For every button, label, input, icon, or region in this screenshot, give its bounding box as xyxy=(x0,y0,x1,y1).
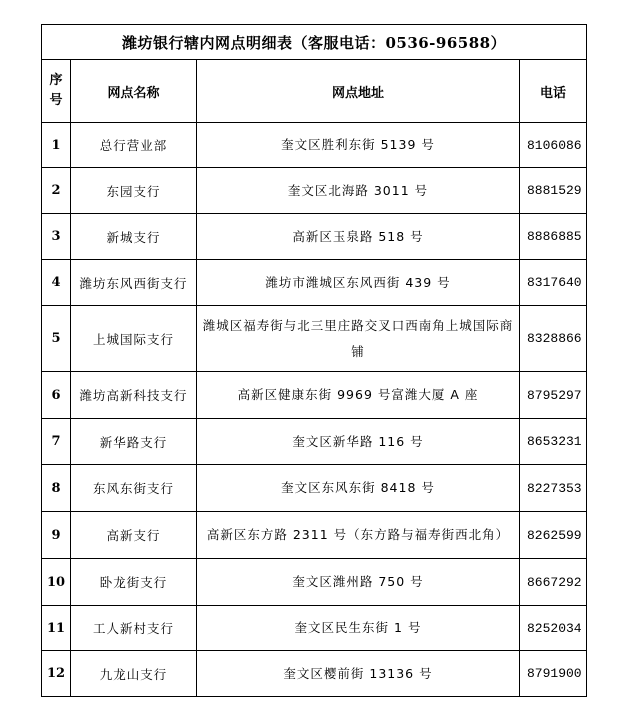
row-phone: 8328866 xyxy=(520,306,587,372)
row-branch-name: 上城国际支行 xyxy=(71,306,197,372)
header-name: 网点名称 xyxy=(71,60,197,123)
row-address: 高新区玉泉路 518 号 xyxy=(197,214,520,260)
row-branch-name: 高新支行 xyxy=(71,512,197,559)
row-branch-name: 工人新村支行 xyxy=(71,606,197,651)
table-row xyxy=(42,260,587,306)
row-phone: 8795297 xyxy=(520,372,587,419)
row-branch-name: 九龙山支行 xyxy=(71,651,197,697)
row-address: 奎文区樱前街 13136 号 xyxy=(197,651,520,697)
table-row xyxy=(42,306,587,372)
row-seq: 11 xyxy=(42,606,71,651)
table-row xyxy=(42,123,587,168)
table-row xyxy=(42,372,587,419)
row-seq: 4 xyxy=(42,260,71,306)
header-seq-line2: 号 xyxy=(49,93,63,108)
row-branch-name: 东风东街支行 xyxy=(71,465,197,512)
row-seq: 9 xyxy=(42,512,71,559)
header-row xyxy=(42,60,587,123)
row-phone: 8791900 xyxy=(520,651,587,697)
row-address: 奎文区民生东街 1 号 xyxy=(197,606,520,651)
title-row xyxy=(42,25,587,60)
table-row xyxy=(42,606,587,651)
table-row xyxy=(42,419,587,465)
row-address: 奎文区潍州路 750 号 xyxy=(197,559,520,606)
table-title: 潍坊银行辖内网点明细表（客服电话：0536-96588） xyxy=(42,25,587,60)
header-phone: 电话 xyxy=(520,60,587,123)
row-seq: 10 xyxy=(42,559,71,606)
row-seq: 7 xyxy=(42,419,71,465)
table-row xyxy=(42,465,587,512)
header-address: 网点地址 xyxy=(197,60,520,123)
table-row xyxy=(42,651,587,697)
row-address: 奎文区新华路 116 号 xyxy=(197,419,520,465)
table-body xyxy=(42,123,587,697)
header-seq-line1: 序 xyxy=(49,73,63,88)
row-branch-name: 东园支行 xyxy=(71,168,197,214)
row-branch-name: 潍坊高新科技支行 xyxy=(71,372,197,419)
branch-table-sheet xyxy=(41,24,586,697)
row-seq: 5 xyxy=(42,306,71,372)
row-seq: 8 xyxy=(42,465,71,512)
header-seq xyxy=(42,60,71,123)
row-address: 奎文区胜利东街 5139 号 xyxy=(197,123,520,168)
row-address: 奎文区东风东街 8418 号 xyxy=(197,465,520,512)
table-row xyxy=(42,512,587,559)
branch-table xyxy=(41,24,587,697)
table-row xyxy=(42,214,587,260)
row-seq: 3 xyxy=(42,214,71,260)
row-phone: 8881529 xyxy=(520,168,587,214)
row-branch-name: 新华路支行 xyxy=(71,419,197,465)
row-address: 高新区健康东街 9969 号富潍大厦 A 座 xyxy=(197,372,520,419)
row-address: 奎文区北海路 3011 号 xyxy=(197,168,520,214)
row-branch-name: 潍坊东风西街支行 xyxy=(71,260,197,306)
table-row xyxy=(42,168,587,214)
row-address: 潍坊市潍城区东风西街 439 号 xyxy=(197,260,520,306)
row-address: 潍城区福寿街与北三里庄路交叉口西南角上城国际商铺 xyxy=(197,306,520,372)
row-phone: 8227353 xyxy=(520,465,587,512)
row-seq: 1 xyxy=(42,123,71,168)
row-phone: 8886885 xyxy=(520,214,587,260)
row-seq: 2 xyxy=(42,168,71,214)
row-phone: 8252034 xyxy=(520,606,587,651)
row-phone: 8667292 xyxy=(520,559,587,606)
row-address: 高新区东方路 2311 号（东方路与福寿街西北角） xyxy=(197,512,520,559)
row-phone: 8106086 xyxy=(520,123,587,168)
row-seq: 6 xyxy=(42,372,71,419)
row-branch-name: 总行营业部 xyxy=(71,123,197,168)
row-phone: 8262599 xyxy=(520,512,587,559)
row-seq: 12 xyxy=(42,651,71,697)
row-branch-name: 新城支行 xyxy=(71,214,197,260)
table-row xyxy=(42,559,587,606)
row-phone: 8317640 xyxy=(520,260,587,306)
row-phone: 8653231 xyxy=(520,419,587,465)
row-branch-name: 卧龙街支行 xyxy=(71,559,197,606)
